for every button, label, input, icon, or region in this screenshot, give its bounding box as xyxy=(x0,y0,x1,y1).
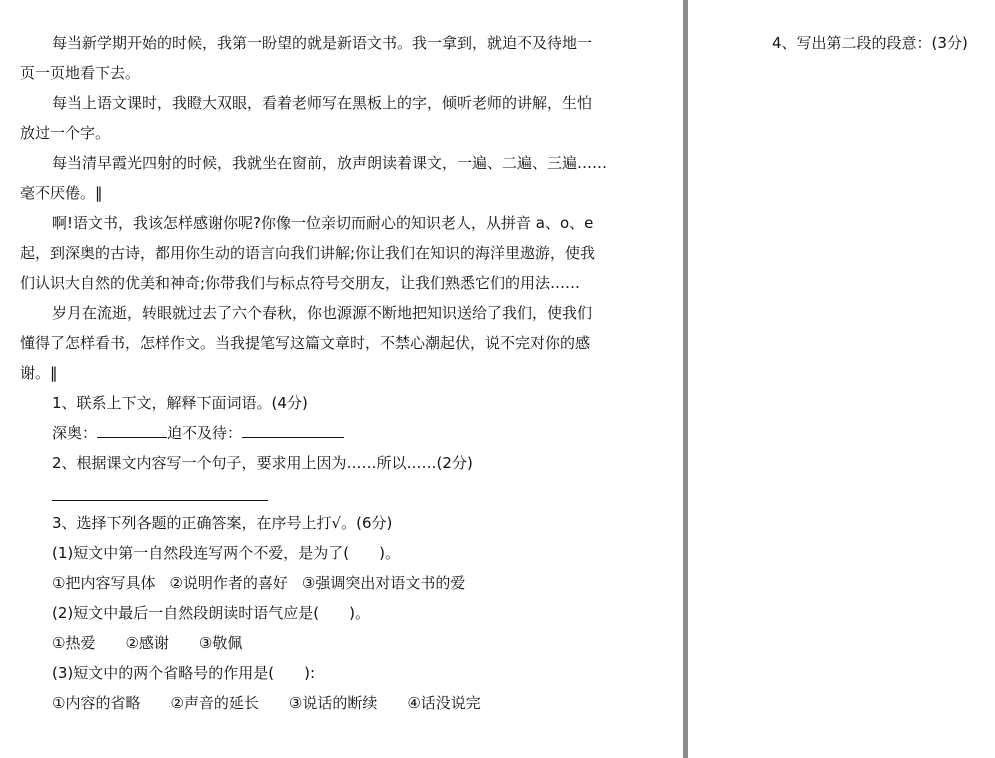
choice-option[interactable]: ①热爱 xyxy=(52,634,96,652)
question-4-prompt: 4、写出第二段的段意：(3分) xyxy=(772,34,968,52)
question-2-answer-blank[interactable] xyxy=(52,500,268,501)
question-3-sub1-options xyxy=(20,568,635,598)
passage-line: 啊!语文书，我该怎样感谢你呢?你像一位亲切而耐心的知识老人，从拼音 a、o、e xyxy=(52,214,594,232)
passage-line: 起，到深奥的古诗，都用你生动的语言向我们讲解;你让我们在知识的海洋里遨游，使我 xyxy=(20,244,596,262)
choice-option[interactable]: ①把内容写具体 xyxy=(52,574,156,592)
page-divider xyxy=(683,0,688,758)
passage-line: 毫不厌倦。‖ xyxy=(20,184,103,202)
question-3-sub3-options xyxy=(20,688,635,718)
choice-option[interactable]: ④话没说完 xyxy=(407,694,481,712)
question-2-prompt: 2、根据课文内容写一个句子，要求用上因为……所以……(2分) xyxy=(52,454,473,472)
choice-option[interactable]: ③强调突出对语文书的爱 xyxy=(301,574,466,592)
question-2-answer-area xyxy=(20,478,635,508)
question-1-prompt: 1、联系上下文，解释下面词语。(4分) xyxy=(52,394,308,412)
choice-option[interactable]: ②感谢 xyxy=(125,634,169,652)
choice-option[interactable]: ③敬佩 xyxy=(198,634,243,652)
choice-option[interactable]: ②说明作者的喜好 xyxy=(169,574,288,592)
passage-line: 谢。‖ xyxy=(20,364,58,382)
choice-option[interactable]: ①内容的省略 xyxy=(52,694,141,712)
right-page xyxy=(772,28,992,58)
question-3-sub2-stem: (2)短文中最后一自然段朗读时语气应是( )。 xyxy=(52,604,370,622)
question-1-terms xyxy=(20,418,635,448)
question-3-sub2-options xyxy=(20,628,635,658)
passage-line: 每当新学期开始的时候，我第一盼望的就是新语文书。我一拿到，就迫不及待地一 xyxy=(52,34,593,52)
left-page xyxy=(20,28,635,718)
choice-option[interactable]: ③说话的断续 xyxy=(288,694,378,712)
passage-line: 页一页地看下去。 xyxy=(20,64,141,82)
question-3-sub3-stem: (3)短文中的两个省略号的作用是( ): xyxy=(52,664,316,682)
question-3-prompt: 3、选择下列各题的正确答案，在序号上打√。(6分) xyxy=(52,514,393,532)
term-1-answer-blank[interactable] xyxy=(97,419,167,438)
choice-option[interactable]: ②声音的延长 xyxy=(170,694,259,712)
passage-line: 放过一个字。 xyxy=(20,124,111,142)
term-2-label: 迫不及待： xyxy=(167,424,243,442)
passage-line: 懂得了怎样看书，怎样作文。当我提笔写这篇文章时，不禁心潮起伏，说不完对你的感 xyxy=(20,334,591,352)
term-2-answer-blank[interactable] xyxy=(242,419,344,438)
passage-line: 每当清早霞光四射的时候，我就坐在窗前，放声朗读着课文，一遍、二遍、三遍…… xyxy=(52,154,608,172)
passage-line: 每当上语文课时，我瞪大双眼，看着老师写在黑板上的字，倾听老师的讲解，生怕 xyxy=(52,94,593,112)
passage-line: 岁月在流逝，转眼就过去了六个春秋，你也源源不断地把知识送给了我们，使我们 xyxy=(52,304,593,322)
term-1-label: 深奥： xyxy=(52,424,98,442)
passage-line: 们认识大自然的优美和神奇;你带我们与标点符号交朋友，让我们熟悉它们的用法…… xyxy=(20,274,581,292)
question-3-sub1-stem: (1)短文中第一自然段连写两个不爱，是为了( )。 xyxy=(52,544,400,562)
